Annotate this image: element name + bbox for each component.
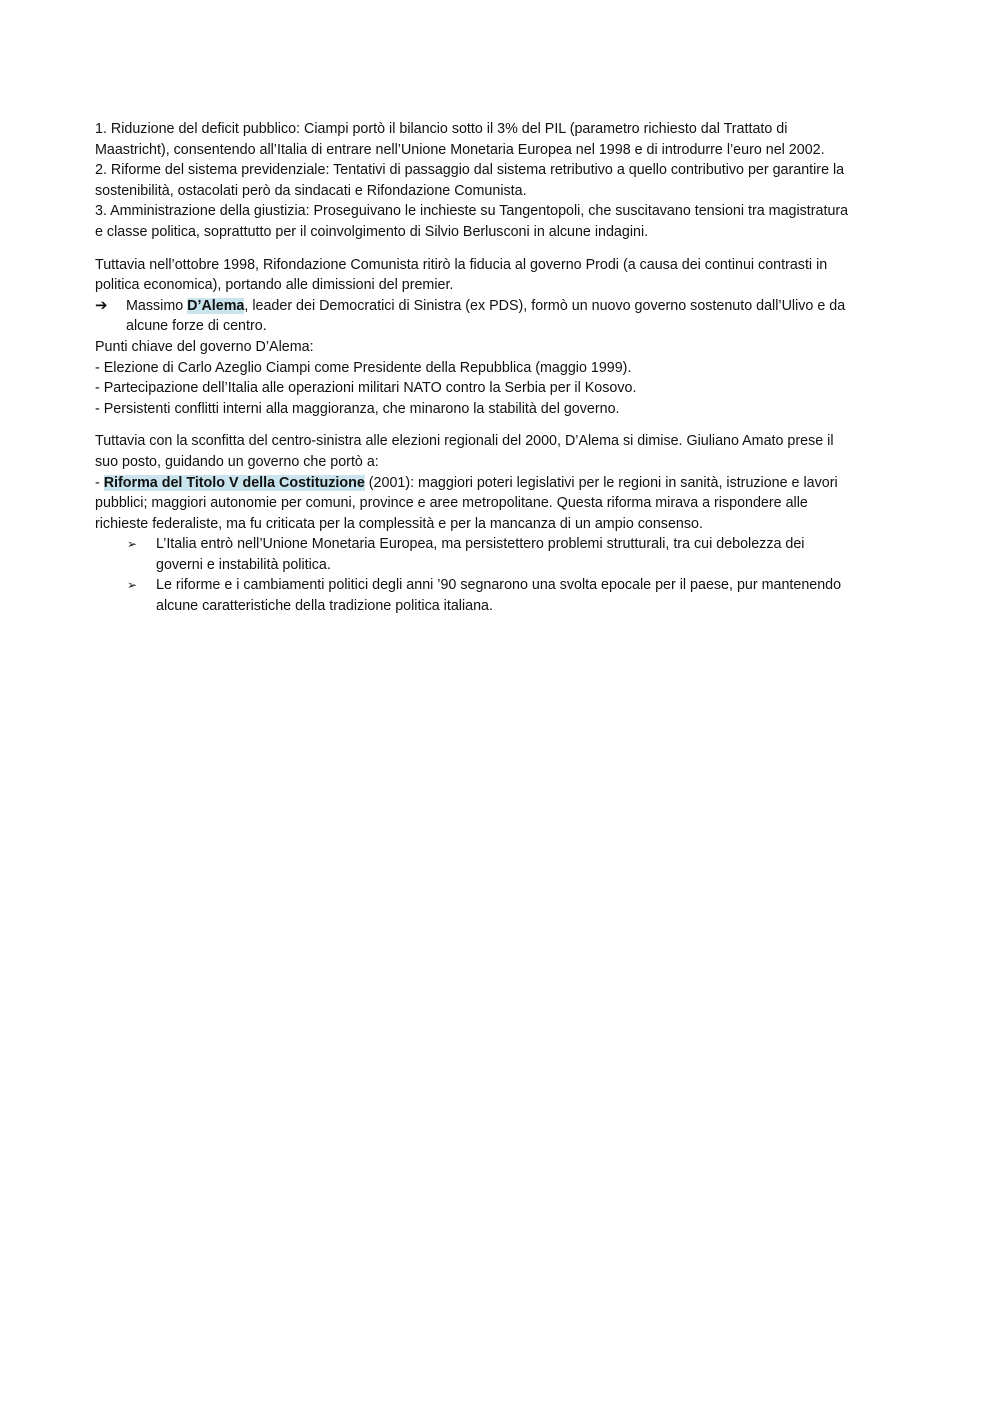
key-point-item: - Elezione di Carlo Azeglio Ciampi come Presidente della Repubblica (maggio 1999). <box>95 359 632 376</box>
paragraph-ottobre-1998 <box>95 255 910 296</box>
bullet-list-item <box>95 575 910 616</box>
riforma-pre: - <box>95 474 104 491</box>
key-point-item: - Partecipazione dell’Italia alle operazioni militari NATO contro la Serbia per il Kosovo. <box>95 380 637 397</box>
list-item-2-line-2: sostenibilità, ostacolati però da sindacati e Rifondazione Comunista. <box>95 182 527 199</box>
highlight-dalema: D’Alema <box>187 297 245 314</box>
list-item-3-line-2: e classe politica, soprattutto per il coinvolgimento di Silvio Berlusconi in alcune indagini. <box>95 223 649 240</box>
bullet-line-1: L’Italia entrò nell’Unione Monetaria Europea, ma persistettero problemi strutturali, tra cui debolezza dei <box>156 536 805 553</box>
list-item-1-line-2: Maastricht), consentendo all’Italia di entrare nell’Unione Monetaria Europea nel 1998 e di introdurre l’euro nel 2002. <box>95 141 825 158</box>
paragraph-line: politica economica), portando alle dimissioni del premier. <box>95 277 454 294</box>
arrowhead-bullet-icon: ➢ <box>127 537 138 552</box>
arrow-item-line-2: alcune forze di centro. <box>126 318 267 335</box>
list-item-3-line-1: 3. Amministrazione della giustizia: Proseguivano le inchieste su Tangentopoli, che suscitavano tensioni tra magistratura <box>95 203 849 220</box>
paragraph-sconfitta-2000 <box>95 431 910 472</box>
riforma-post: (2001): maggiori poteri legislativi per le regioni in sanità, istruzione e lavori <box>364 474 838 491</box>
list-item-1-line-1: 1. Riduzione del deficit pubblico: Ciampi portò il bilancio sotto il 3% del PIL (parametro richiesto dal Trattato di <box>95 121 788 137</box>
bullet-list-item <box>95 534 910 575</box>
paragraph-gap <box>95 419 910 431</box>
bullet-line-2: governi e instabilità politica. <box>156 556 331 573</box>
list-item-2-line-1: 2. Riforme del sistema previdenziale: Tentativi di passaggio dal sistema retributivo a quello contributivo per garantire la <box>95 162 845 179</box>
paragraph-gap <box>95 243 910 255</box>
key-point-item: - Persistenti conflitti interni alla maggioranza, che minarono la stabilità del governo. <box>95 400 620 417</box>
riforma-titolo-v <box>95 473 910 535</box>
arrow-list-item <box>95 296 910 337</box>
riforma-line-1 <box>95 473 910 494</box>
riforma-line-2: pubblici; maggiori autonomie per comuni, province e aree metropolitane. Questa riforma mirava a rispondere alle <box>95 495 808 512</box>
arrow-right-icon: ➔ <box>95 296 108 314</box>
paragraph-line: suo posto, guidando un governo che portò a: <box>95 453 379 470</box>
highlight-riforma: Riforma del Titolo V della Costituzione <box>103 474 365 491</box>
arrowhead-bullet-icon: ➢ <box>127 578 138 593</box>
paragraph-line: Tuttavia con la sconfitta del centro-sinistra alle elezioni regionali del 2000, D’Alema si dimise. Giuliano Amato prese il <box>95 433 834 450</box>
paragraph-line: Tuttavia nell’ottobre 1998, Rifondazione Comunista ritirò la fiducia al governo Prodi (a causa dei continui contrasti in <box>95 256 828 273</box>
dalema-key-points <box>95 337 910 419</box>
arrow-item-post: , leader dei Democratici di Sinistra (ex PDS), formò un nuovo governo sostenuto dall’Ulivo e da <box>244 297 846 314</box>
arrow-item-pre: Massimo <box>126 297 188 314</box>
numbered-list <box>95 119 910 243</box>
bullet-line-1: Le riforme e i cambiamenti politici degli anni ’90 segnarono una svolta epocale per il paese, pur mantenendo <box>156 577 842 594</box>
arrow-item-line-1 <box>126 296 910 317</box>
key-points-heading: Punti chiave del governo D’Alema: <box>95 338 314 355</box>
bullet-line-2: alcune caratteristiche della tradizione politica italiana. <box>156 598 493 615</box>
document-page <box>95 119 910 617</box>
riforma-line-3: richieste federaliste, ma fu criticata per la complessità e per la mancanza di un ampio consenso. <box>95 515 703 532</box>
